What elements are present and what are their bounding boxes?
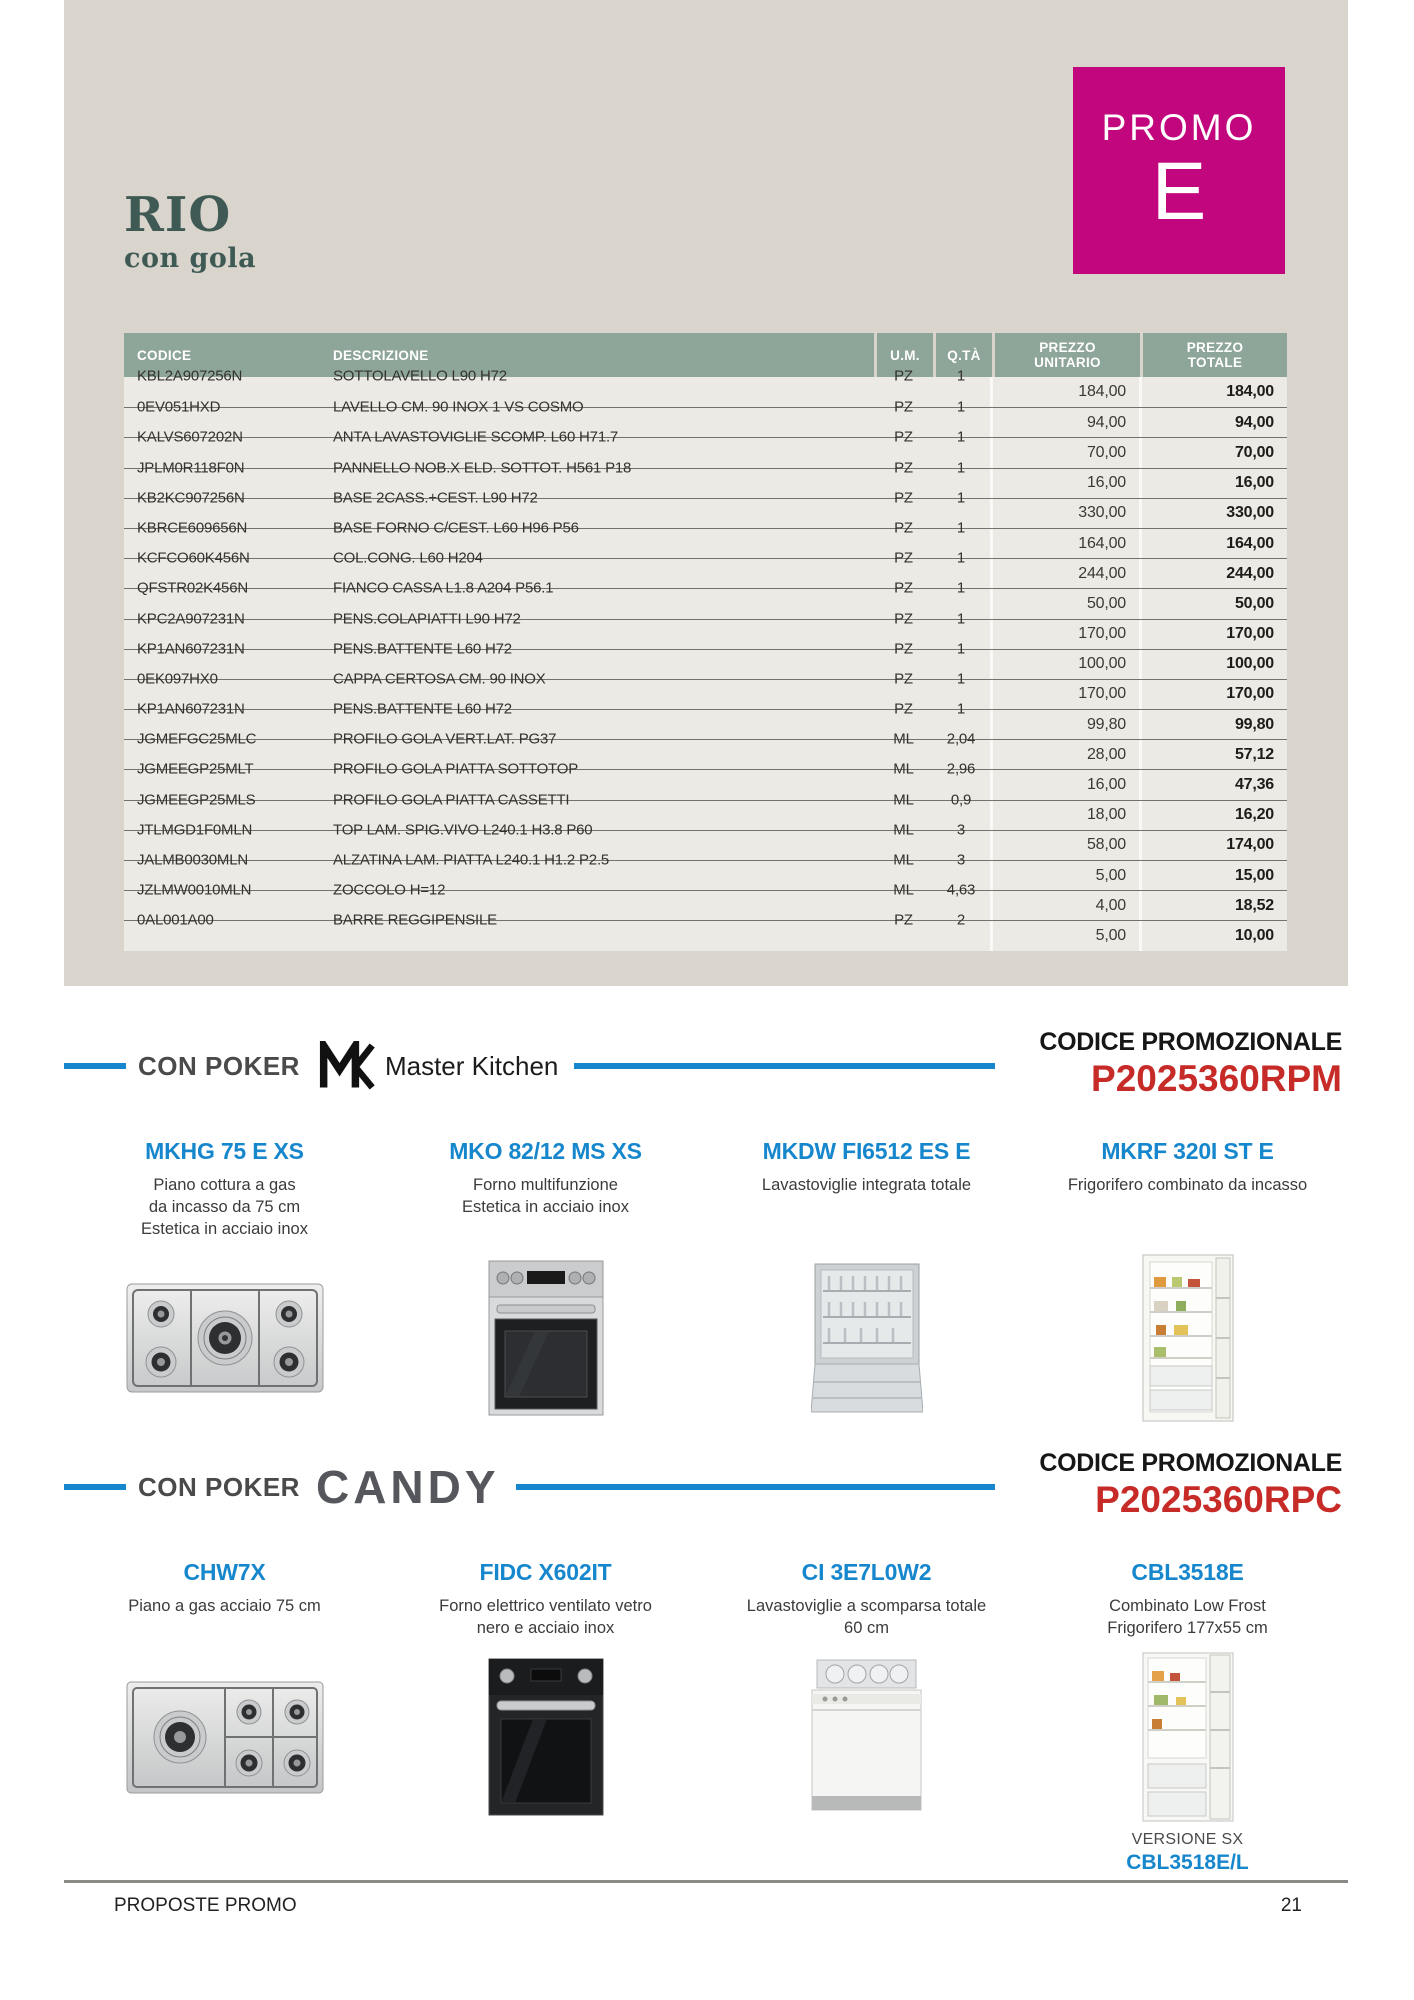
cell-codice: KB2KC907256N xyxy=(137,489,245,507)
variant-code: CBL3518E/L xyxy=(1126,1851,1249,1874)
cell-prezzo-totale: 164,00 xyxy=(1226,534,1274,552)
cell-um: PZ xyxy=(894,367,913,385)
cell-prezzo-unitario: 50,00 xyxy=(1086,594,1126,612)
cell-prezzo-totale: 16,20 xyxy=(1234,806,1274,824)
cell-um: ML xyxy=(893,881,914,899)
cell-prezzo-totale: 70,00 xyxy=(1234,443,1274,461)
promo-badge xyxy=(1073,67,1285,274)
product-image-dishwasher-white xyxy=(716,1651,1017,1823)
product-name: MKO 82/12 MS XS xyxy=(449,1138,642,1164)
cell-codice: JTLMGD1F0MLN xyxy=(137,821,253,839)
cell-qta: 1 xyxy=(956,489,966,507)
cell-qta: 1 xyxy=(956,640,966,658)
accent-line xyxy=(574,1063,995,1069)
table-row xyxy=(124,912,1287,950)
cell-qta: 0,9 xyxy=(950,791,972,809)
cell-descrizione: ANTA LAVASTOVIGLIE SCOMP. L60 H71.7 xyxy=(333,429,619,447)
product-grid xyxy=(64,1138,1348,1424)
accent-line xyxy=(516,1484,995,1490)
cell-prezzo-totale: 18,52 xyxy=(1234,896,1274,914)
cell-codice: 0EK097HX0 xyxy=(137,670,218,688)
section-header xyxy=(64,1028,1348,1104)
cell-prezzo-unitario: 170,00 xyxy=(1078,625,1126,643)
cell-descrizione: LAVELLO CM. 90 INOX 1 VS COSMO xyxy=(333,398,584,416)
product-image-fridge-open xyxy=(1037,1252,1338,1424)
series-title-block xyxy=(124,187,257,274)
cell-descrizione: BASE FORNO C/CEST. L60 H96 P56 xyxy=(333,519,579,537)
cell-codice: KBL2A907256N xyxy=(137,367,243,385)
product-description: Lavastoviglie a scomparsa totale 60 cm xyxy=(746,1597,987,1637)
product-image-oven-steel xyxy=(395,1252,696,1424)
product-name: CI 3E7L0W2 xyxy=(801,1559,932,1585)
cell-prezzo-unitario: 18,00 xyxy=(1086,806,1126,824)
product-image-hob-steel xyxy=(74,1252,375,1424)
product-card xyxy=(1027,1559,1348,1875)
product-variant xyxy=(1037,1831,1338,1875)
product-description: Piano a gas acciaio 75 cm xyxy=(128,1597,321,1615)
cell-prezzo-unitario: 58,00 xyxy=(1086,836,1126,854)
cell-qta: 1 xyxy=(956,670,966,688)
col-header-um: U.M. xyxy=(877,333,933,377)
candy-logo: CANDY xyxy=(315,1461,500,1513)
page-subtitle: con gola xyxy=(124,243,257,274)
promo-section-candy xyxy=(64,1449,1348,1875)
section-prefix: CON POKER xyxy=(138,1050,300,1081)
cell-prezzo-totale: 99,80 xyxy=(1234,715,1274,733)
cell-prezzo-unitario: 16,00 xyxy=(1086,776,1126,794)
cell-prezzo-unitario: 170,00 xyxy=(1078,685,1126,703)
cell-prezzo-unitario: 16,00 xyxy=(1086,474,1126,492)
product-card xyxy=(385,1138,706,1424)
product-image-hob-steel2 xyxy=(74,1651,375,1823)
master-kitchen-logo-icon xyxy=(319,1041,375,1091)
product-card xyxy=(706,1138,1027,1424)
cell-prezzo-unitario: 244,00 xyxy=(1078,564,1126,582)
product-name: MKDW FI6512 ES E xyxy=(762,1138,971,1164)
cell-prezzo-totale: 244,00 xyxy=(1226,564,1274,582)
cell-descrizione: BARRE REGGIPENSILE xyxy=(333,912,497,930)
cell-descrizione: PENS.BATTENTE L60 H72 xyxy=(333,640,512,658)
cell-descrizione: ALZATINA LAM. PIATTA L240.1 H1.2 P2.5 xyxy=(333,851,610,869)
cell-prezzo-totale: 47,36 xyxy=(1234,776,1274,794)
cell-codice: JGMEFGC25MLC xyxy=(137,730,257,748)
cell-qta: 1 xyxy=(956,579,966,597)
product-name: CHW7X xyxy=(183,1559,266,1585)
product-description: Frigorifero combinato da incasso xyxy=(1067,1176,1308,1194)
section-header xyxy=(64,1449,1348,1525)
footer-rule xyxy=(64,1880,1348,1883)
cell-prezzo-unitario: 5,00 xyxy=(1095,866,1126,884)
cell-prezzo-totale: 10,00 xyxy=(1234,926,1274,944)
cell-um: ML xyxy=(893,730,914,748)
cell-prezzo-unitario: 70,00 xyxy=(1086,443,1126,461)
cell-descrizione: BASE 2CASS.+CEST. L90 H72 xyxy=(333,489,538,507)
section-prefix: CON POKER xyxy=(138,1471,300,1502)
cell-um: PZ xyxy=(894,489,913,507)
product-description: Combinato Low Frost Frigorifero 177x55 cm xyxy=(1107,1597,1268,1637)
cell-qta: 1 xyxy=(956,519,966,537)
table-body xyxy=(124,367,1287,951)
cell-codice: JZLMW0010MLN xyxy=(137,881,252,899)
cell-prezzo-unitario: 164,00 xyxy=(1078,534,1126,552)
cell-um: PZ xyxy=(894,912,913,930)
cell-descrizione: TOP LAM. SPIG.VIVO L240.1 H3.8 P60 xyxy=(333,821,593,839)
price-table xyxy=(124,333,1287,951)
col-header-descrizione: DESCRIZIONE xyxy=(333,347,429,363)
cell-descrizione: PROFILO GOLA PIATTA SOTTOTOP xyxy=(333,761,579,779)
product-name: CBL3518E xyxy=(1131,1559,1244,1585)
cell-um: PZ xyxy=(894,670,913,688)
cell-prezzo-unitario: 330,00 xyxy=(1078,504,1126,522)
cell-qta: 2,96 xyxy=(946,761,976,779)
cell-prezzo-totale: 330,00 xyxy=(1226,504,1274,522)
product-description: Forno elettrico ventilato vetro nero e acciaio inox xyxy=(439,1597,652,1637)
cell-codice: KBRCE609656N xyxy=(137,519,248,537)
cell-codice: KALVS607202N xyxy=(137,429,243,447)
accent-dash xyxy=(64,1063,126,1069)
cell-prezzo-totale: 15,00 xyxy=(1234,866,1274,884)
cell-qta: 1 xyxy=(956,549,966,567)
cell-qta: 1 xyxy=(956,429,966,447)
cell-descrizione: PENS.COLAPIATTI L90 H72 xyxy=(333,610,521,628)
cell-qta: 2 xyxy=(956,912,966,930)
cell-prezzo-unitario: 100,00 xyxy=(1078,655,1126,673)
cell-codice: JGMEEGP25MLS xyxy=(137,791,256,809)
cell-codice: KPC2A907231N xyxy=(137,610,245,628)
cell-um: PZ xyxy=(894,429,913,447)
promo-code-block xyxy=(1039,1449,1342,1521)
cell-prezzo-totale: 94,00 xyxy=(1234,413,1274,431)
product-card xyxy=(64,1559,385,1875)
promo-badge-letter: E xyxy=(1151,145,1207,237)
col-header-prezzo-unitario: PREZZO UNITARIO xyxy=(995,333,1140,377)
cell-qta: 1 xyxy=(956,610,966,628)
cell-qta: 2,04 xyxy=(946,730,976,748)
product-description: Forno multifunzione Estetica in acciaio inox xyxy=(462,1176,629,1216)
cell-descrizione: CAPPA CERTOSA CM. 90 INOX xyxy=(333,670,546,688)
cell-prezzo-unitario: 4,00 xyxy=(1095,896,1126,914)
product-name: FIDC X602IT xyxy=(479,1559,612,1585)
cell-descrizione: ZOCCOLO H=12 xyxy=(333,881,446,899)
cell-prezzo-totale: 170,00 xyxy=(1226,625,1274,643)
cell-codice: 0EV051HXD xyxy=(137,398,221,416)
cell-codice: JGMEEGP25MLT xyxy=(137,761,254,779)
cell-descrizione: SOTTOLAVELLO L90 H72 xyxy=(333,367,507,385)
cell-descrizione: PROFILO GOLA PIATTA CASSETTI xyxy=(333,791,570,809)
cell-um: PZ xyxy=(894,579,913,597)
col-header-prezzo-totale: PREZZO TOTALE xyxy=(1143,333,1287,377)
variant-label: VERSIONE SX xyxy=(1131,1831,1244,1848)
cell-um: PZ xyxy=(894,398,913,416)
cell-prezzo-totale: 100,00 xyxy=(1226,655,1274,673)
brand-name: Master Kitchen xyxy=(384,1050,559,1081)
cell-prezzo-unitario: 94,00 xyxy=(1086,413,1126,431)
cell-descrizione: FIANCO CASSA L1.8 A204 P56.1 xyxy=(333,579,554,597)
product-image-dishwasher-open xyxy=(716,1252,1017,1424)
cell-qta: 1 xyxy=(956,367,966,385)
cell-qta: 4,63 xyxy=(946,881,976,899)
cell-prezzo-totale: 170,00 xyxy=(1226,685,1274,703)
product-name: MKRF 320I ST E xyxy=(1101,1138,1274,1164)
cell-descrizione: PROFILO GOLA VERT.LAT. PG37 xyxy=(333,730,557,748)
cell-prezzo-unitario: 99,80 xyxy=(1086,715,1126,733)
accent-dash xyxy=(64,1484,126,1490)
cell-prezzo-totale: 50,00 xyxy=(1234,594,1274,612)
col-header-codice: CODICE xyxy=(137,347,192,363)
product-description: Lavastoviglie integrata totale xyxy=(761,1176,972,1194)
cell-codice: KP1AN607231N xyxy=(137,640,245,658)
product-card xyxy=(385,1559,706,1875)
cell-prezzo-totale: 184,00 xyxy=(1226,383,1274,401)
cell-um: PZ xyxy=(894,519,913,537)
product-name: MKHG 75 E XS xyxy=(145,1138,304,1164)
product-card xyxy=(64,1138,385,1424)
page-number: 21 xyxy=(1280,1895,1302,1916)
cell-prezzo-totale: 16,00 xyxy=(1234,474,1274,492)
cell-prezzo-totale: 174,00 xyxy=(1226,836,1274,854)
cell-prezzo-unitario: 5,00 xyxy=(1095,926,1126,944)
product-image-fridge-white xyxy=(1037,1651,1338,1823)
promo-code-value: P2025360RPM xyxy=(1091,1058,1342,1099)
cell-um: PZ xyxy=(894,640,913,658)
product-grid xyxy=(64,1559,1348,1875)
cell-codice: JALMB0030MLN xyxy=(137,851,248,869)
cell-prezzo-unitario: 184,00 xyxy=(1078,383,1126,401)
cell-um: PZ xyxy=(894,459,913,477)
cell-qta: 3 xyxy=(956,821,966,839)
cell-um: ML xyxy=(893,821,914,839)
cell-um: PZ xyxy=(894,700,913,718)
page-title: RIO xyxy=(124,187,232,243)
product-description: Piano cottura a gas da incasso da 75 cm Estetica in acciaio inox xyxy=(141,1176,308,1238)
product-image-oven-black xyxy=(395,1651,696,1823)
promo-code-value: P2025360RPC xyxy=(1095,1479,1342,1520)
cell-codice: QFSTR02K456N xyxy=(137,579,248,597)
promo-code-label: CODICE PROMOZIONALE xyxy=(1039,1449,1342,1477)
promo-section-master-kitchen xyxy=(64,1028,1348,1424)
cell-codice: KCFCO60K456N xyxy=(137,549,250,567)
cell-qta: 1 xyxy=(956,700,966,718)
cell-codice: 0AL001A00 xyxy=(137,912,214,930)
cell-descrizione: COL.CONG. L60 H204 xyxy=(333,549,483,567)
cell-um: ML xyxy=(893,791,914,809)
cell-prezzo-totale: 57,12 xyxy=(1234,745,1274,763)
promo-code-block xyxy=(1039,1028,1342,1100)
cell-um: PZ xyxy=(894,549,913,567)
cell-um: ML xyxy=(893,851,914,869)
cell-codice: JPLM0R118F0N xyxy=(137,459,245,477)
cell-qta: 1 xyxy=(956,459,966,477)
footer-title: PROPOSTE PROMO xyxy=(114,1895,297,1916)
col-header-qta: Q.TÀ xyxy=(936,333,992,377)
cell-qta: 3 xyxy=(956,851,966,869)
cell-qta: 1 xyxy=(956,398,966,416)
promo-code-label: CODICE PROMOZIONALE xyxy=(1039,1028,1342,1056)
cell-descrizione: PANNELLO NOB.X ELD. SOTTOT. H561 P18 xyxy=(333,459,632,477)
cell-prezzo-unitario: 28,00 xyxy=(1086,745,1126,763)
product-card xyxy=(706,1559,1027,1875)
cell-codice: KP1AN607231N xyxy=(137,700,245,718)
promo-badge-word: PROMO xyxy=(1101,106,1257,148)
cell-um: ML xyxy=(893,761,914,779)
cell-um: PZ xyxy=(894,610,913,628)
cell-descrizione: PENS.BATTENTE L60 H72 xyxy=(333,700,512,718)
product-card xyxy=(1027,1138,1348,1424)
